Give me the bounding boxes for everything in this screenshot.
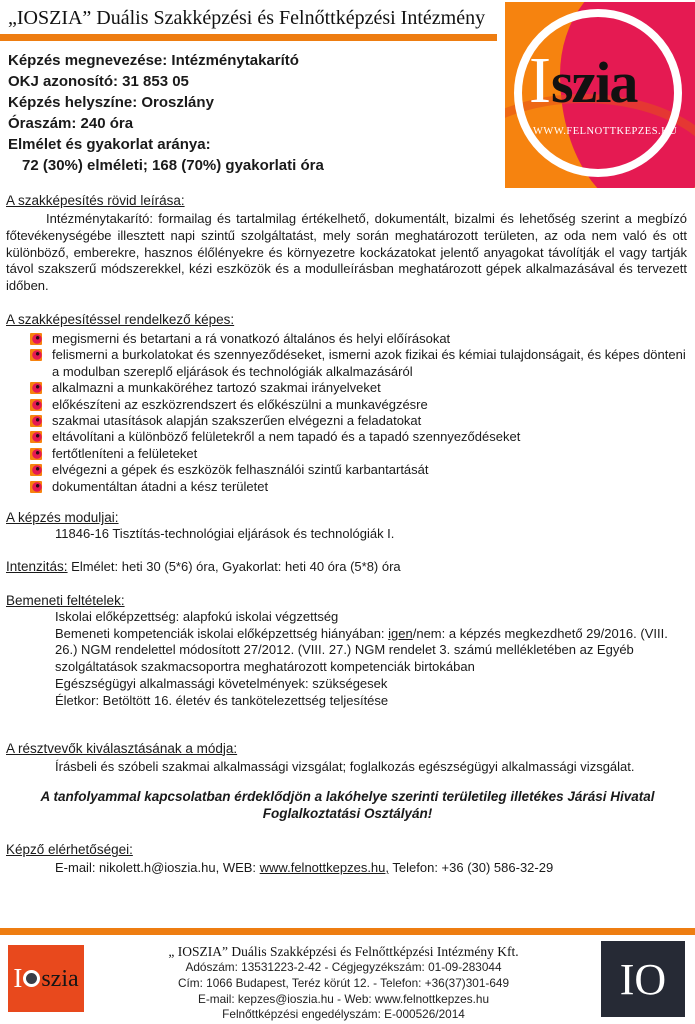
okj-id-line: OKJ azonosító: 31 853 05 bbox=[8, 73, 189, 90]
felnottkepzes-link[interactable]: www.felnottkepzes.hu, bbox=[259, 860, 390, 876]
short-desc-body: Intézménytakarító: formailag és tartalmilag értékelhető, dokumentált, bizalmi és lehetőség szerint a megbízó főtevékenységébe illesztett napi szintű szolgáltatást, mely során meghatározott területen, az oda nem való és ott különböző, emberekre, hasznos élőlényekre és környezetre kockázatokat jelentő anyagokat távolítják el vagy tartják távol szakszerű módszerekkel, kézi eszközök és a modulleírásban meghatározott gépek alkalmazásával és tervezett időben. bbox=[6, 211, 687, 294]
ratio-label-line: Elmélet és gyakorlat aránya: bbox=[8, 136, 211, 153]
modules-heading: A képzés moduljai: bbox=[6, 510, 119, 526]
logo-bullet-icon bbox=[30, 481, 42, 493]
logo-bullet-icon bbox=[30, 431, 42, 443]
io-logo-text: IO bbox=[619, 954, 667, 1004]
footer-company-info bbox=[92, 943, 595, 1023]
logo-wordmark bbox=[529, 44, 637, 117]
footer-email-web-line: E-mail: kepzes@ioszia.hu - Web: www.felnottkepzes.hu bbox=[197, 991, 490, 1006]
selection-heading: A résztvevők kiválasztásának a módja: bbox=[6, 740, 238, 756]
footer-logo-letter-i: I bbox=[13, 963, 23, 993]
logo-bullet-icon bbox=[30, 415, 42, 427]
intensity-heading: Intenzitás: bbox=[6, 558, 68, 574]
list-item bbox=[30, 380, 687, 396]
entry-line-prefix: Bemeneti kompetenciák iskolai előképzettség hiányában: bbox=[55, 625, 389, 641]
module-item: 11846-16 Tisztítás-technológiai eljárások és technológiák I. bbox=[55, 526, 395, 542]
footer-address-line: Cím: 1066 Budapest, Teréz körút 12. - Telefon: +36(37)301-649 bbox=[177, 975, 510, 990]
selection-body: Írásbeli és szóbeli szakmai alkalmassági vizsgálat; foglalkozás egészségügyi alkalmassági vizsgálat. bbox=[55, 758, 635, 774]
footer-tax-line: Adószám: 13531223-2-42 - Cégjegyzékszám: 01-09-283044 bbox=[185, 960, 502, 974]
logo-bullet-icon bbox=[30, 448, 42, 460]
contact-suffix: Telefon: +36 (30) 586-32-29 bbox=[389, 860, 554, 876]
course-facts bbox=[8, 50, 488, 176]
logo-bullet-icon bbox=[30, 399, 42, 411]
entry-heading: Bemeneti feltételek: bbox=[6, 592, 125, 608]
footer bbox=[0, 928, 695, 1024]
course-name-line: Képzés megnevezése: Intézménytakarító bbox=[8, 52, 299, 69]
logo-letters-szia: szia bbox=[550, 50, 637, 115]
title-divider bbox=[0, 34, 497, 41]
ioszia-footer-logo bbox=[8, 945, 84, 1012]
footer-logo-ring-icon bbox=[23, 970, 40, 987]
footer-divider-bar bbox=[0, 928, 695, 935]
contact-line bbox=[55, 860, 687, 877]
list-item-text: felismerni a burkolatokat és szennyeződéseket, ismerni azok fizikai és kémiai tulajdonságait, és képes dönteni a modulban szereplő eljárások és technológiák alkalmazásáról bbox=[52, 347, 686, 379]
entry-line-suffix: /nem: a képzés megkezdhető 29/2016. (VIII. 26.) NGM rendelettel módosított 27/2012. (VIII. 27.) NGM rendelet 3. számú mellékletében az Egyéb szolgáltatások szakmacsoportra meghatározott kompetenciák birtokában bbox=[55, 625, 668, 675]
io-footer-logo bbox=[601, 941, 685, 1017]
entry-line-age: Életkor: Betöltött 16. életév és tankötelezettség teljesítése bbox=[55, 692, 389, 708]
footer-logo-letters-szia: szia bbox=[41, 965, 79, 992]
logo-bullet-icon bbox=[30, 382, 42, 394]
short-desc-heading: A szakképesítés rövid leírása: bbox=[6, 193, 185, 208]
logo-letter-i: I bbox=[529, 44, 551, 117]
list-item bbox=[30, 413, 687, 429]
list-item-text: alkalmazni a munkaköréhez tartozó szakmai irányelveket bbox=[52, 380, 381, 396]
entry-line-schooling: Iskolai előképzettség: alapfokú iskolai végzettség bbox=[55, 608, 339, 624]
jaras-notice: A tanfolyammal kapcsolatban érdeklődjön a lakóhelye szerinti területileg illetékes Járási Hivatal Foglalkoztatási Osztályán! bbox=[40, 789, 655, 822]
capabilities-list bbox=[0, 331, 687, 495]
list-item-text: dokumentáltan átadni a kész területet bbox=[52, 478, 269, 494]
entry-line-health: Egészségügyi alkalmassági követelmények: szükségesek bbox=[55, 676, 388, 692]
list-item bbox=[30, 397, 687, 413]
logo-url-text: WWW.FELNOTTKEPZES.HU bbox=[533, 126, 678, 137]
list-item bbox=[30, 347, 687, 380]
list-item-text: fertőtleníteni a felületeket bbox=[52, 445, 198, 461]
list-item bbox=[30, 462, 687, 478]
list-item-text: megismerni és betartani a rá vonatkozó általános és helyi előírásokat bbox=[52, 330, 451, 346]
logo-bullet-icon bbox=[30, 349, 42, 361]
intensity-text: Elmélet: heti 30 (5*6) óra, Gyakorlat: heti 40 óra (5*8) óra bbox=[67, 558, 401, 574]
logo-bullet-icon bbox=[30, 333, 42, 345]
logo-bullet-icon bbox=[30, 464, 42, 476]
list-item-text: előkészíteni az eszközrendszert és előkészülni a munkavégzésre bbox=[52, 396, 428, 412]
list-item bbox=[30, 331, 687, 347]
footer-license-line: Felnőttképzési engedélyszám: E-000526/2014 bbox=[222, 1007, 465, 1022]
entry-yes-underlined: igen bbox=[388, 625, 413, 641]
list-item-text: eltávolítani a különböző felületekről a nem tapadó és a tapadó szennyeződéseket bbox=[52, 429, 521, 445]
capabilities-heading: A szakképesítéssel rendelkező képes: bbox=[6, 311, 235, 327]
intensity-line bbox=[6, 559, 695, 574]
contact-heading: Képző elérhetőségei: bbox=[6, 842, 133, 858]
ioszia-logo bbox=[505, 2, 695, 188]
footer-company-name: „ IOSZIA” Duális Szakképzési és Felnőttképzési Intézmény Kft. bbox=[168, 944, 519, 959]
list-item-text: elvégezni a gépek és eszközök felhasználói szintű karbantartását bbox=[52, 462, 429, 478]
org-title: „IOSZIA” Duális Szakképzési és Felnőttképzési Intézmény bbox=[8, 7, 486, 29]
list-item bbox=[30, 429, 687, 445]
contact-prefix: E-mail: nikolett.h@ioszia.hu, WEB: bbox=[55, 860, 260, 876]
list-item-text: szakmai utasítások alapján szakszerűen elvégezni a feladatokat bbox=[52, 413, 422, 429]
hours-line: Óraszám: 240 óra bbox=[8, 115, 134, 132]
location-line: Képzés helyszíne: Oroszlány bbox=[8, 94, 214, 111]
list-item bbox=[30, 446, 687, 462]
ratio-value-line: 72 (30%) elméleti; 168 (70%) gyakorlati óra bbox=[22, 157, 324, 174]
entry-line-competencies bbox=[55, 626, 687, 676]
list-item bbox=[30, 479, 687, 495]
